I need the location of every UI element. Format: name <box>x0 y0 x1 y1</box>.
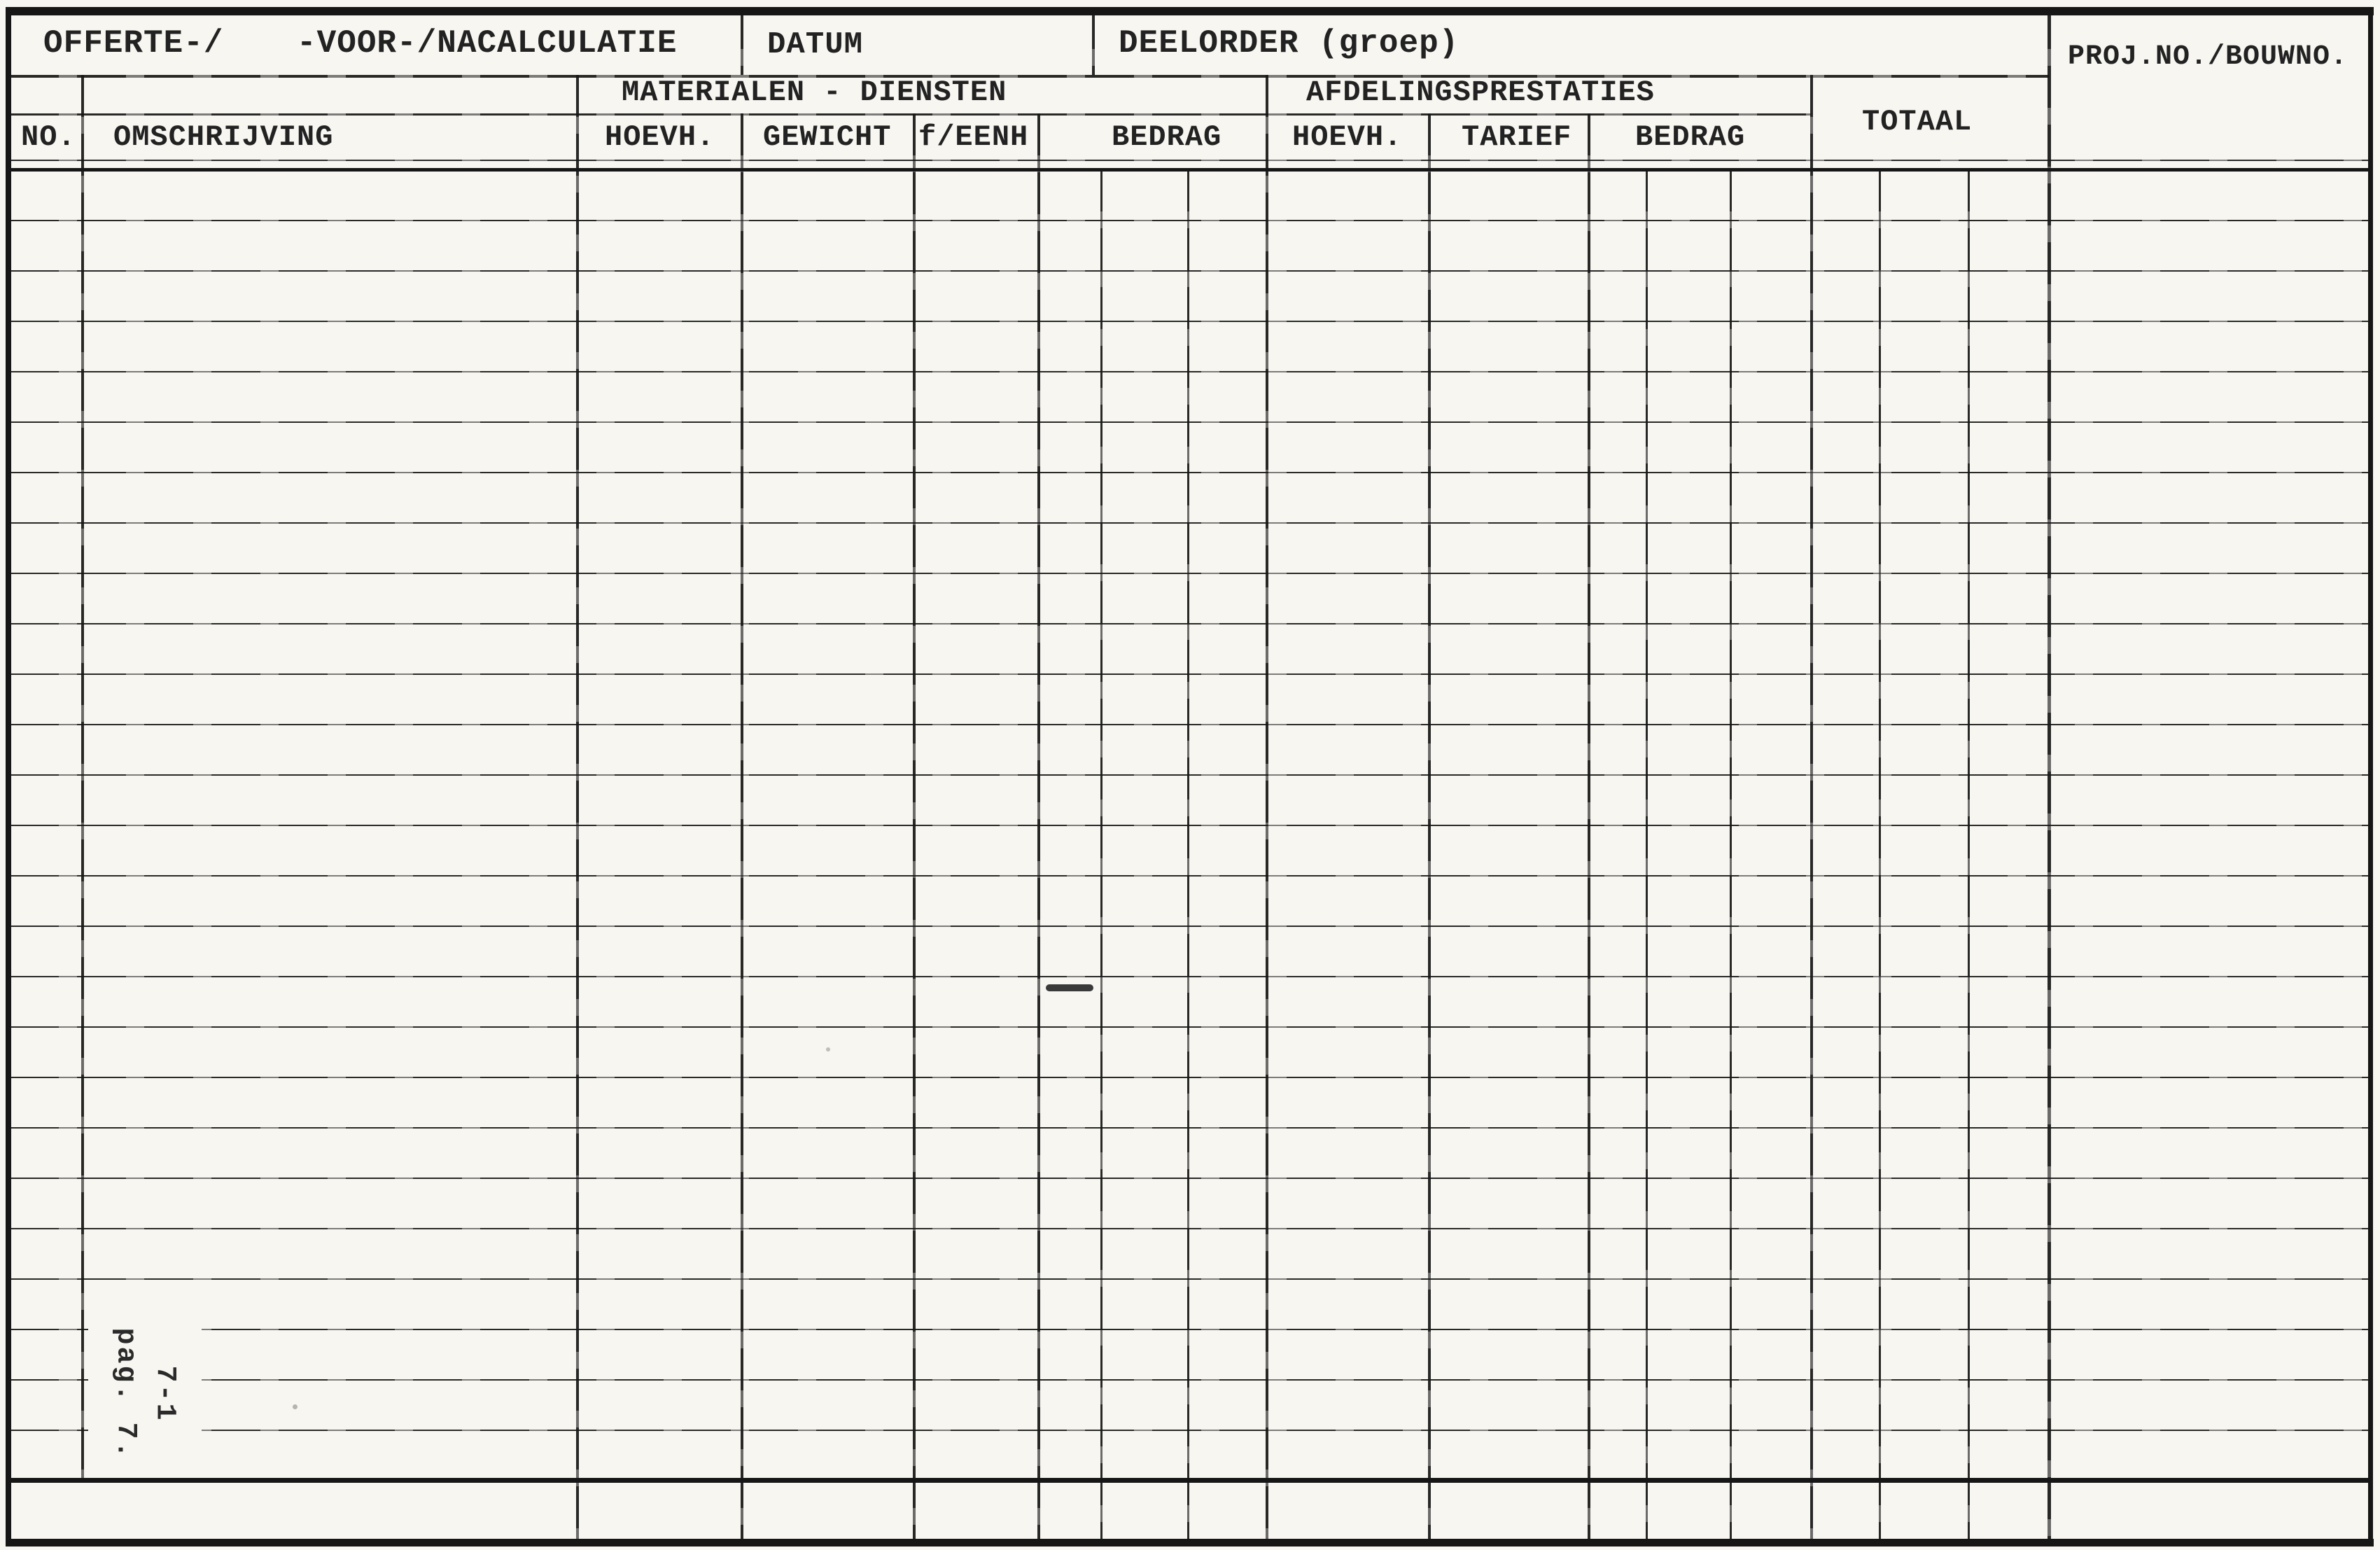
datum-field-label: DATUM <box>767 27 864 62</box>
column-header-f-eenh: f/EENH <box>918 120 1029 154</box>
column-header-total: TOTAAL <box>1862 105 1973 139</box>
page-note-line1: 7-1 <box>149 1365 181 1423</box>
column-header-afd-hoevh: HOEVH. <box>1292 120 1403 154</box>
group-header-materials: MATERIALEN - DIENSTEN <box>622 76 1007 109</box>
column-header-omschrijving: OMSCHRIJVING <box>113 120 334 154</box>
column-header-mat-bedrag: BEDRAG <box>1112 120 1222 154</box>
column-header-afd-bedrag: BEDRAG <box>1635 120 1746 154</box>
form-title-right: -VOOR-/NACALCULATIE <box>297 25 678 62</box>
projno-field-label: PROJ.NO./BOUWNO. <box>2068 41 2348 73</box>
form-title-left: OFFERTE-/ <box>43 25 224 62</box>
group-header-departments: AFDELINGSPRESTATIES <box>1306 76 1655 109</box>
column-header-no: NO. <box>21 120 76 154</box>
column-header-tarief: TARIEF <box>1462 120 1572 154</box>
column-header-mat-hoevh: HOEVH. <box>605 120 715 154</box>
page-note-line2: pag. 7. <box>110 1327 141 1460</box>
deelorder-field-label: DEELORDER (groep) <box>1119 25 1460 62</box>
column-header-gewicht: GEWICHT <box>763 120 892 154</box>
